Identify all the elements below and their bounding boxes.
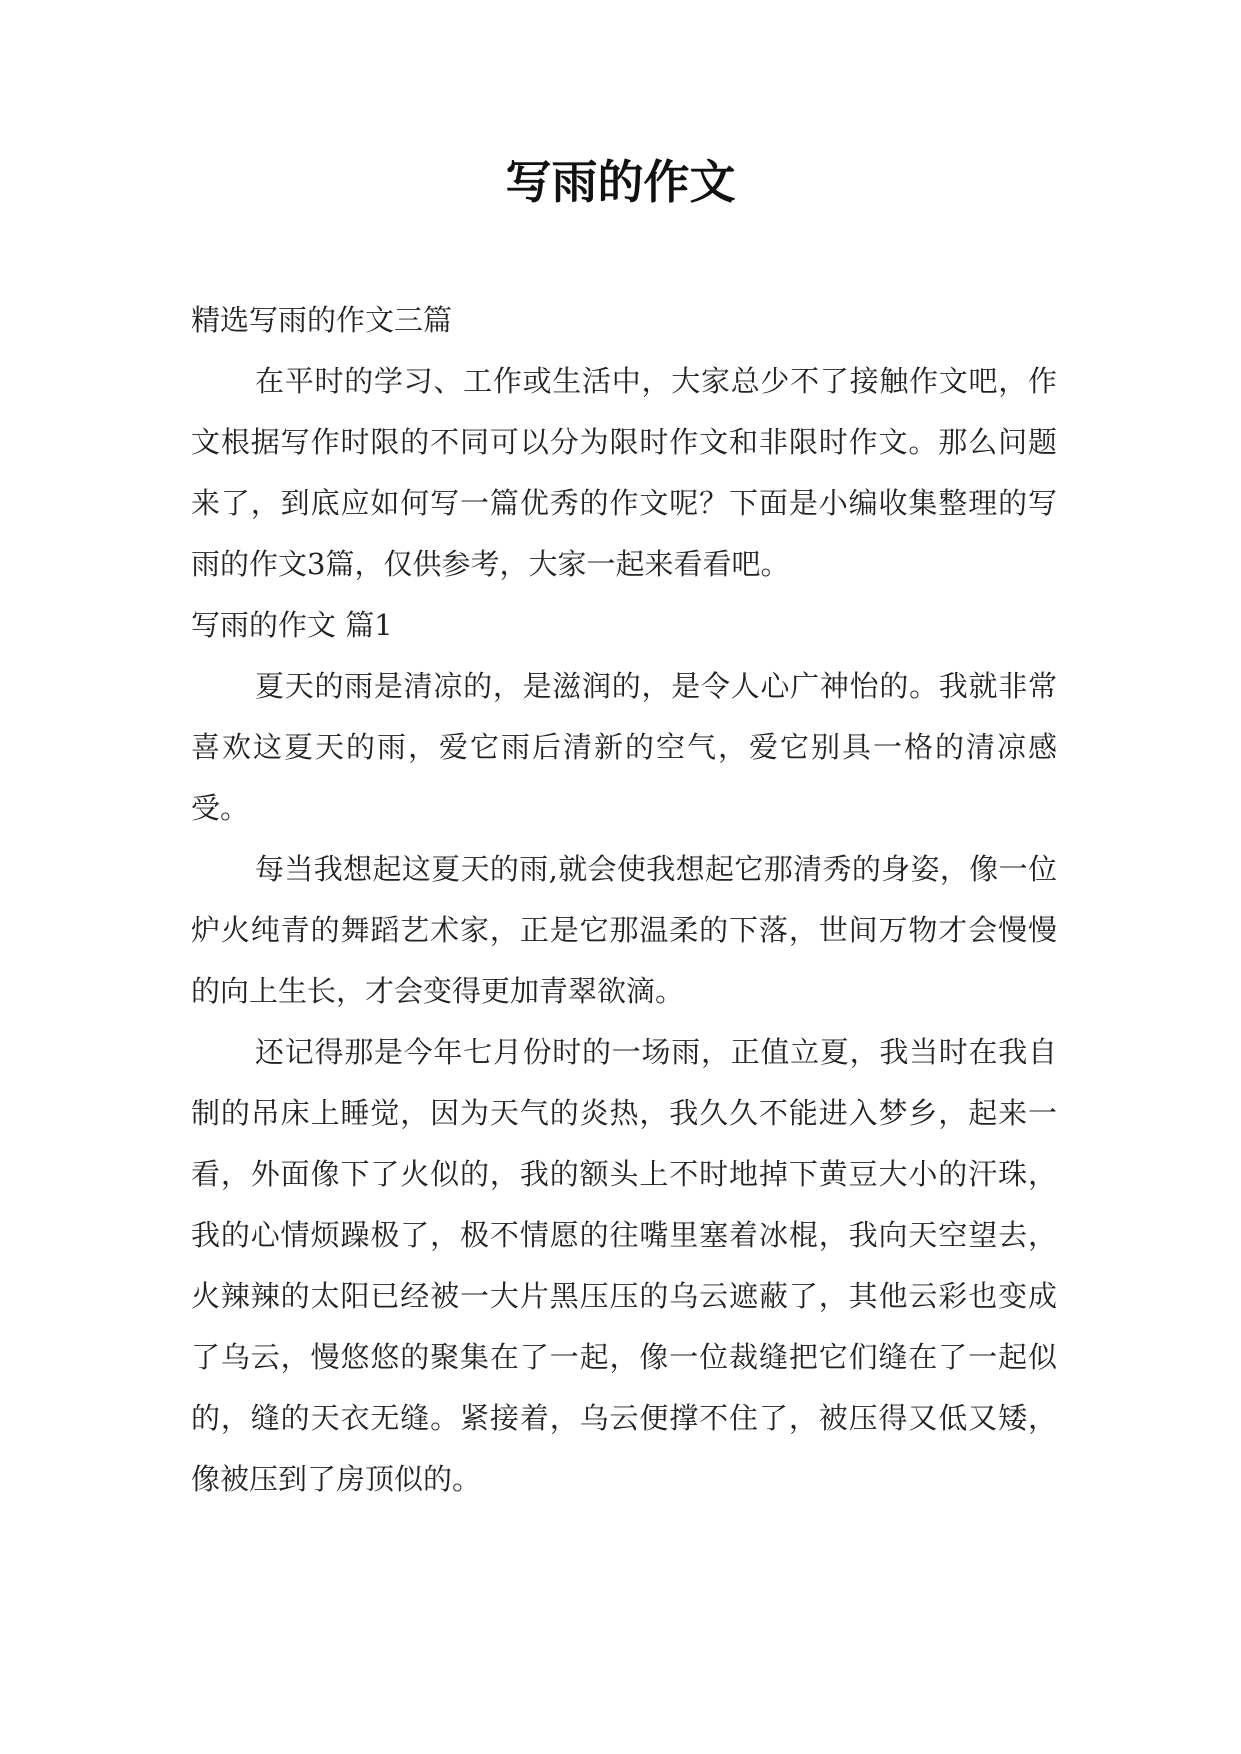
document-subtitle: 精选写雨的作文三篇	[191, 303, 453, 337]
document-body	[191, 290, 1057, 1510]
body-paragraph: 还记得那是今年七月份时的一场雨，正值立夏，我当时在我自制的吊床上睡觉，因为天气的炎热，我久久不能进入梦乡，起来一看，外面像下了火似的，我的额头上不时地掉下黄豆大小的汗珠，我的心情烦躁极了，极不情愿的往嘴里塞着冰棍，我向天空望去，火辣辣的太阳已经被一大片黑压压的乌云遮蔽了，其他云彩也变成了乌云，慢悠悠的聚集在了一起，像一位裁缝把它们缝在了一起似的，缝的天衣无缝。紧接着，乌云便撑不住了，被压得又低又矮，像被压到了房顶似的。	[191, 1035, 1057, 1496]
document-title: 写雨的作文	[505, 155, 736, 209]
section-heading: 写雨的作文 篇1	[191, 608, 393, 642]
intro-paragraph: 在平时的学习、工作或生活中，大家总少不了接触作文吧，作文根据写作时限的不同可以分为限时作文和非限时作文。那么问题来了，到底应如何写一篇优秀的作文呢？下面是小编收集整理的写雨的作文3篇，仅供参考，大家一起来看看吧。	[191, 364, 1057, 581]
body-paragraph: 每当我想起这夏天的雨,就会使我想起它那清秀的身姿，像一位炉火纯青的舞蹈艺术家，正是它那温柔的下落，世间万物才会慢慢的向上生长，才会变得更加青翠欲滴。	[191, 852, 1057, 1008]
body-paragraph: 夏天的雨是清凉的，是滋润的，是令人心广神怡的。我就非常喜欢这夏天的雨，爱它雨后清新的空气，爱它别具一格的清凉感受。	[191, 669, 1057, 825]
